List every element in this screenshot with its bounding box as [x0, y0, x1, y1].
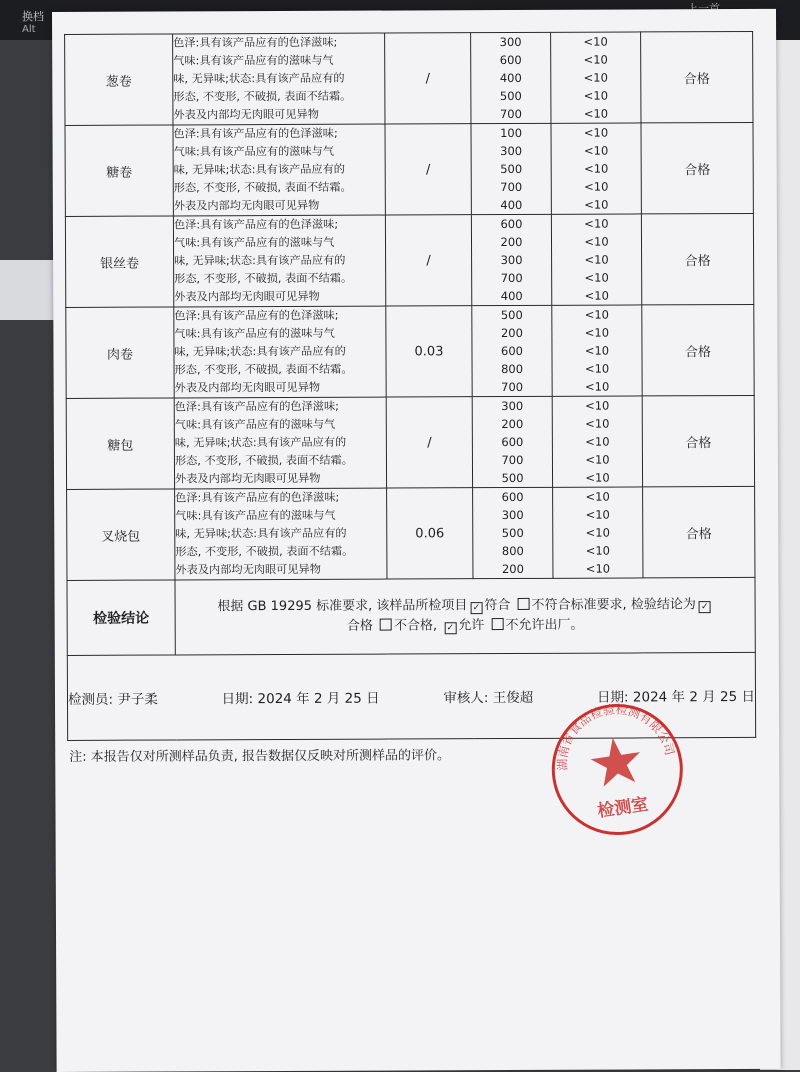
sample-row	[65, 213, 753, 307]
option-disallow: 不允许出厂。	[505, 617, 584, 634]
option-unqualified: 不合格,	[393, 618, 438, 634]
count-value: 600	[501, 434, 524, 450]
limit-value: <10	[583, 125, 609, 140]
requirement-line: 气味:具有该产品应有的滋味与气	[175, 508, 336, 523]
count-value: 300	[500, 252, 523, 268]
option-pass: 符合	[484, 598, 511, 614]
requirement-line: 气味:具有该产品应有的滋味与气	[174, 326, 335, 341]
conclusion-row	[67, 577, 755, 655]
colony-counts	[473, 487, 553, 578]
count-value: 200	[501, 416, 524, 432]
count-value: 800	[501, 361, 524, 377]
limit-value: <10	[583, 106, 609, 121]
sensory-requirement	[175, 488, 387, 580]
requirement-line: 形态, 不变形, 不破损, 表面不结霜。	[173, 89, 352, 104]
colony-counts	[472, 305, 552, 396]
limit-value: <10	[585, 489, 610, 504]
seal-star-icon	[588, 734, 644, 788]
official-seal-stamp	[538, 690, 697, 849]
checkbox-disallow	[491, 618, 503, 630]
checkbox-allow-checked: ✓	[444, 622, 456, 634]
sample-name: 叉烧包	[67, 489, 175, 580]
limit-value: <10	[584, 252, 609, 267]
limit-values	[551, 32, 641, 123]
count-value: 400	[500, 197, 523, 213]
count-value: 600	[500, 343, 523, 359]
requirement-line: 外表及内部均无肉眼可见异物	[174, 289, 320, 304]
count-value: 200	[500, 234, 523, 250]
count-value: 200	[500, 325, 523, 341]
limit-value: <10	[585, 434, 610, 449]
limit-value: <10	[584, 288, 609, 303]
count-value: 700	[500, 270, 523, 286]
limit-value: <10	[585, 452, 610, 467]
requirement-line: 气味:具有该产品应有的滋味与气	[174, 417, 336, 432]
result-label: 合格	[641, 31, 753, 122]
option-qualified: 合格	[346, 618, 373, 634]
result-label: 合格	[641, 122, 753, 213]
requirement-line: 色泽:具有该产品应有的色泽滋味;	[173, 217, 339, 232]
limit-values	[552, 396, 642, 487]
result-label: 合格	[643, 486, 755, 577]
limit-value: <10	[585, 525, 610, 540]
limit-value: <10	[584, 379, 610, 394]
requirement-line: 味, 无异味;状态:具有该产品应有的	[175, 526, 347, 541]
limit-values	[553, 487, 643, 578]
colony-counts	[471, 32, 551, 123]
count-value: 500	[501, 470, 524, 486]
sample-row	[65, 31, 753, 125]
colony-counts	[471, 123, 551, 214]
inspection-table	[64, 31, 756, 741]
limit-value: <10	[583, 34, 608, 49]
count-value: 500	[499, 88, 522, 104]
sensory-requirement	[173, 33, 385, 125]
measured-value: 0.06	[387, 488, 473, 579]
limit-value: <10	[584, 307, 609, 322]
limit-values	[551, 123, 641, 214]
requirement-line: 味, 无异味;状态:具有该产品应有的	[174, 253, 346, 268]
limit-values	[551, 214, 641, 305]
colony-counts	[471, 214, 551, 305]
count-value: 700	[501, 379, 524, 395]
sample-name: 肉卷	[66, 307, 174, 398]
requirement-line: 色泽:具有该产品应有的色泽滋味;	[173, 126, 338, 141]
sample-name: 银丝卷	[65, 216, 173, 307]
requirement-line: 形态, 不变形, 不破损, 表面不结霜。	[174, 362, 353, 377]
measured-value: 0.03	[386, 306, 472, 397]
requirement-line: 形态, 不变形, 不破损, 表面不结霜。	[174, 453, 353, 468]
count-value: 100	[500, 125, 523, 141]
key-label: 换档	[22, 10, 44, 23]
limit-values	[552, 305, 642, 396]
key-sub-label: Alt	[22, 24, 36, 35]
sample-name: 糖卷	[65, 125, 173, 216]
checkbox-pass-checked: ✓	[470, 602, 482, 614]
conclusion-text	[175, 577, 755, 655]
checkbox-fail	[518, 598, 530, 610]
result-label: 合格	[642, 395, 754, 486]
limit-value: <10	[584, 197, 609, 212]
limit-value: <10	[584, 325, 610, 340]
limit-value: <10	[584, 361, 610, 376]
requirement-line: 形态, 不变形, 不破损, 表面不结霜。	[173, 180, 352, 195]
requirement-line: 气味:具有该产品应有的滋味与气	[173, 144, 335, 159]
seal-arc-text: 湖南省食品检验检测有限公司	[555, 702, 677, 771]
limit-value: <10	[584, 216, 609, 231]
colony-counts	[472, 396, 552, 487]
requirement-line: 外表及内部均无肉眼可见异物	[175, 562, 321, 577]
count-value: 300	[501, 507, 524, 523]
requirement-line: 味, 无异味;状态:具有该产品应有的	[174, 435, 347, 450]
requirement-line: 色泽:具有该产品应有的色泽滋味;	[174, 399, 339, 414]
requirement-line: 色泽:具有该产品应有的色泽滋味;	[173, 35, 338, 50]
limit-value: <10	[585, 398, 610, 413]
count-value: 600	[501, 489, 524, 505]
limit-value: <10	[585, 470, 610, 485]
requirement-line: 气味:具有该产品应有的滋味与气	[173, 53, 334, 68]
keyboard-key	[22, 10, 44, 36]
requirement-line: 味, 无异味;状态:具有该产品应有的	[174, 344, 346, 359]
requirement-line: 外表及内部均无肉眼可见异物	[173, 107, 319, 122]
limit-value: <10	[584, 161, 609, 176]
limit-value: <10	[583, 143, 609, 158]
limit-value: <10	[584, 234, 609, 249]
count-value: 600	[499, 52, 522, 68]
count-value: 500	[500, 307, 523, 323]
requirement-line: 色泽:具有该产品应有的色泽滋味;	[174, 308, 339, 323]
count-value: 700	[500, 179, 523, 195]
requirement-line: 色泽:具有该产品应有的色泽滋味;	[175, 490, 340, 505]
measured-value: /	[386, 397, 472, 488]
sample-row	[66, 395, 754, 489]
result-label: 合格	[641, 213, 753, 304]
limit-value: <10	[583, 70, 608, 85]
count-value: 300	[500, 143, 523, 159]
checkbox-qualified-checked: ✓	[699, 601, 711, 613]
result-label: 合格	[642, 304, 754, 395]
limit-value: <10	[584, 270, 609, 285]
seal-bottom-text: 检测室	[596, 794, 650, 822]
sample-name: 葱卷	[65, 34, 173, 125]
report-page	[52, 9, 781, 1072]
report-note: 注: 本报告仅对所测样品负责, 报告数据仅反映对所测样品的评价。	[69, 748, 451, 765]
measured-value: /	[385, 124, 471, 215]
checkbox-unqualified	[380, 619, 392, 631]
limit-value: <10	[584, 179, 609, 194]
measured-value: /	[385, 33, 471, 124]
requirement-line: 气味:具有该产品应有的滋味与气	[173, 235, 335, 250]
sample-row	[67, 486, 755, 580]
sample-row	[66, 304, 754, 398]
count-value: 500	[500, 161, 523, 177]
inspector-name: 检测员: 尹子柔	[67, 691, 158, 708]
count-value: 200	[501, 561, 524, 577]
count-value: 800	[501, 543, 524, 559]
count-value: 700	[499, 106, 522, 122]
requirement-line: 外表及内部均无肉眼可见异物	[174, 380, 321, 395]
measured-value: /	[385, 215, 471, 306]
option-allow: 允许	[458, 618, 485, 634]
requirement-line: 外表及内部均无肉眼可见异物	[173, 198, 320, 213]
limit-value: <10	[585, 416, 610, 431]
sample-row	[65, 122, 753, 216]
limit-value: <10	[584, 343, 610, 358]
limit-value: <10	[583, 88, 609, 103]
count-value: 400	[500, 288, 523, 304]
conclusion-prefix: 根据 GB 19295 标准要求, 该样品所检项目	[217, 598, 468, 615]
count-value: 300	[501, 398, 524, 414]
sensory-requirement	[173, 124, 385, 216]
inspection-date: 日期: 2024 年 2 月 25 日	[221, 690, 380, 708]
reviewer-name: 审核人: 王俊超	[443, 689, 534, 707]
limit-value: <10	[583, 52, 608, 67]
limit-value: <10	[585, 507, 610, 522]
count-value: 300	[499, 34, 522, 50]
requirement-line: 形态, 不变形, 不破损, 表面不结霜。	[174, 271, 353, 286]
count-value: 400	[499, 70, 522, 86]
conclusion-label: 检验结论	[67, 580, 175, 655]
count-value: 500	[501, 525, 524, 541]
count-value: 700	[501, 452, 524, 468]
requirement-line: 味, 无异味;状态:具有该产品应有的	[173, 162, 345, 177]
limit-value: <10	[585, 561, 611, 576]
sample-name: 糖包	[66, 398, 174, 489]
requirement-line: 味, 无异味;状态:具有该产品应有的	[173, 71, 345, 86]
sensory-requirement	[173, 215, 385, 307]
limit-value: <10	[585, 543, 611, 558]
option-fail: 不符合标准要求, 检验结论为	[531, 597, 696, 613]
requirement-line: 外表及内部均无肉眼可见异物	[175, 471, 321, 486]
underlying-paper	[0, 260, 60, 320]
requirement-line: 形态, 不变形, 不破损, 表面不结霜。	[175, 544, 354, 559]
review-date: 日期: 2024 年 2 月 25 日	[597, 688, 755, 706]
sensory-requirement	[174, 306, 386, 398]
count-value: 600	[500, 216, 523, 232]
sensory-requirement	[174, 397, 386, 489]
